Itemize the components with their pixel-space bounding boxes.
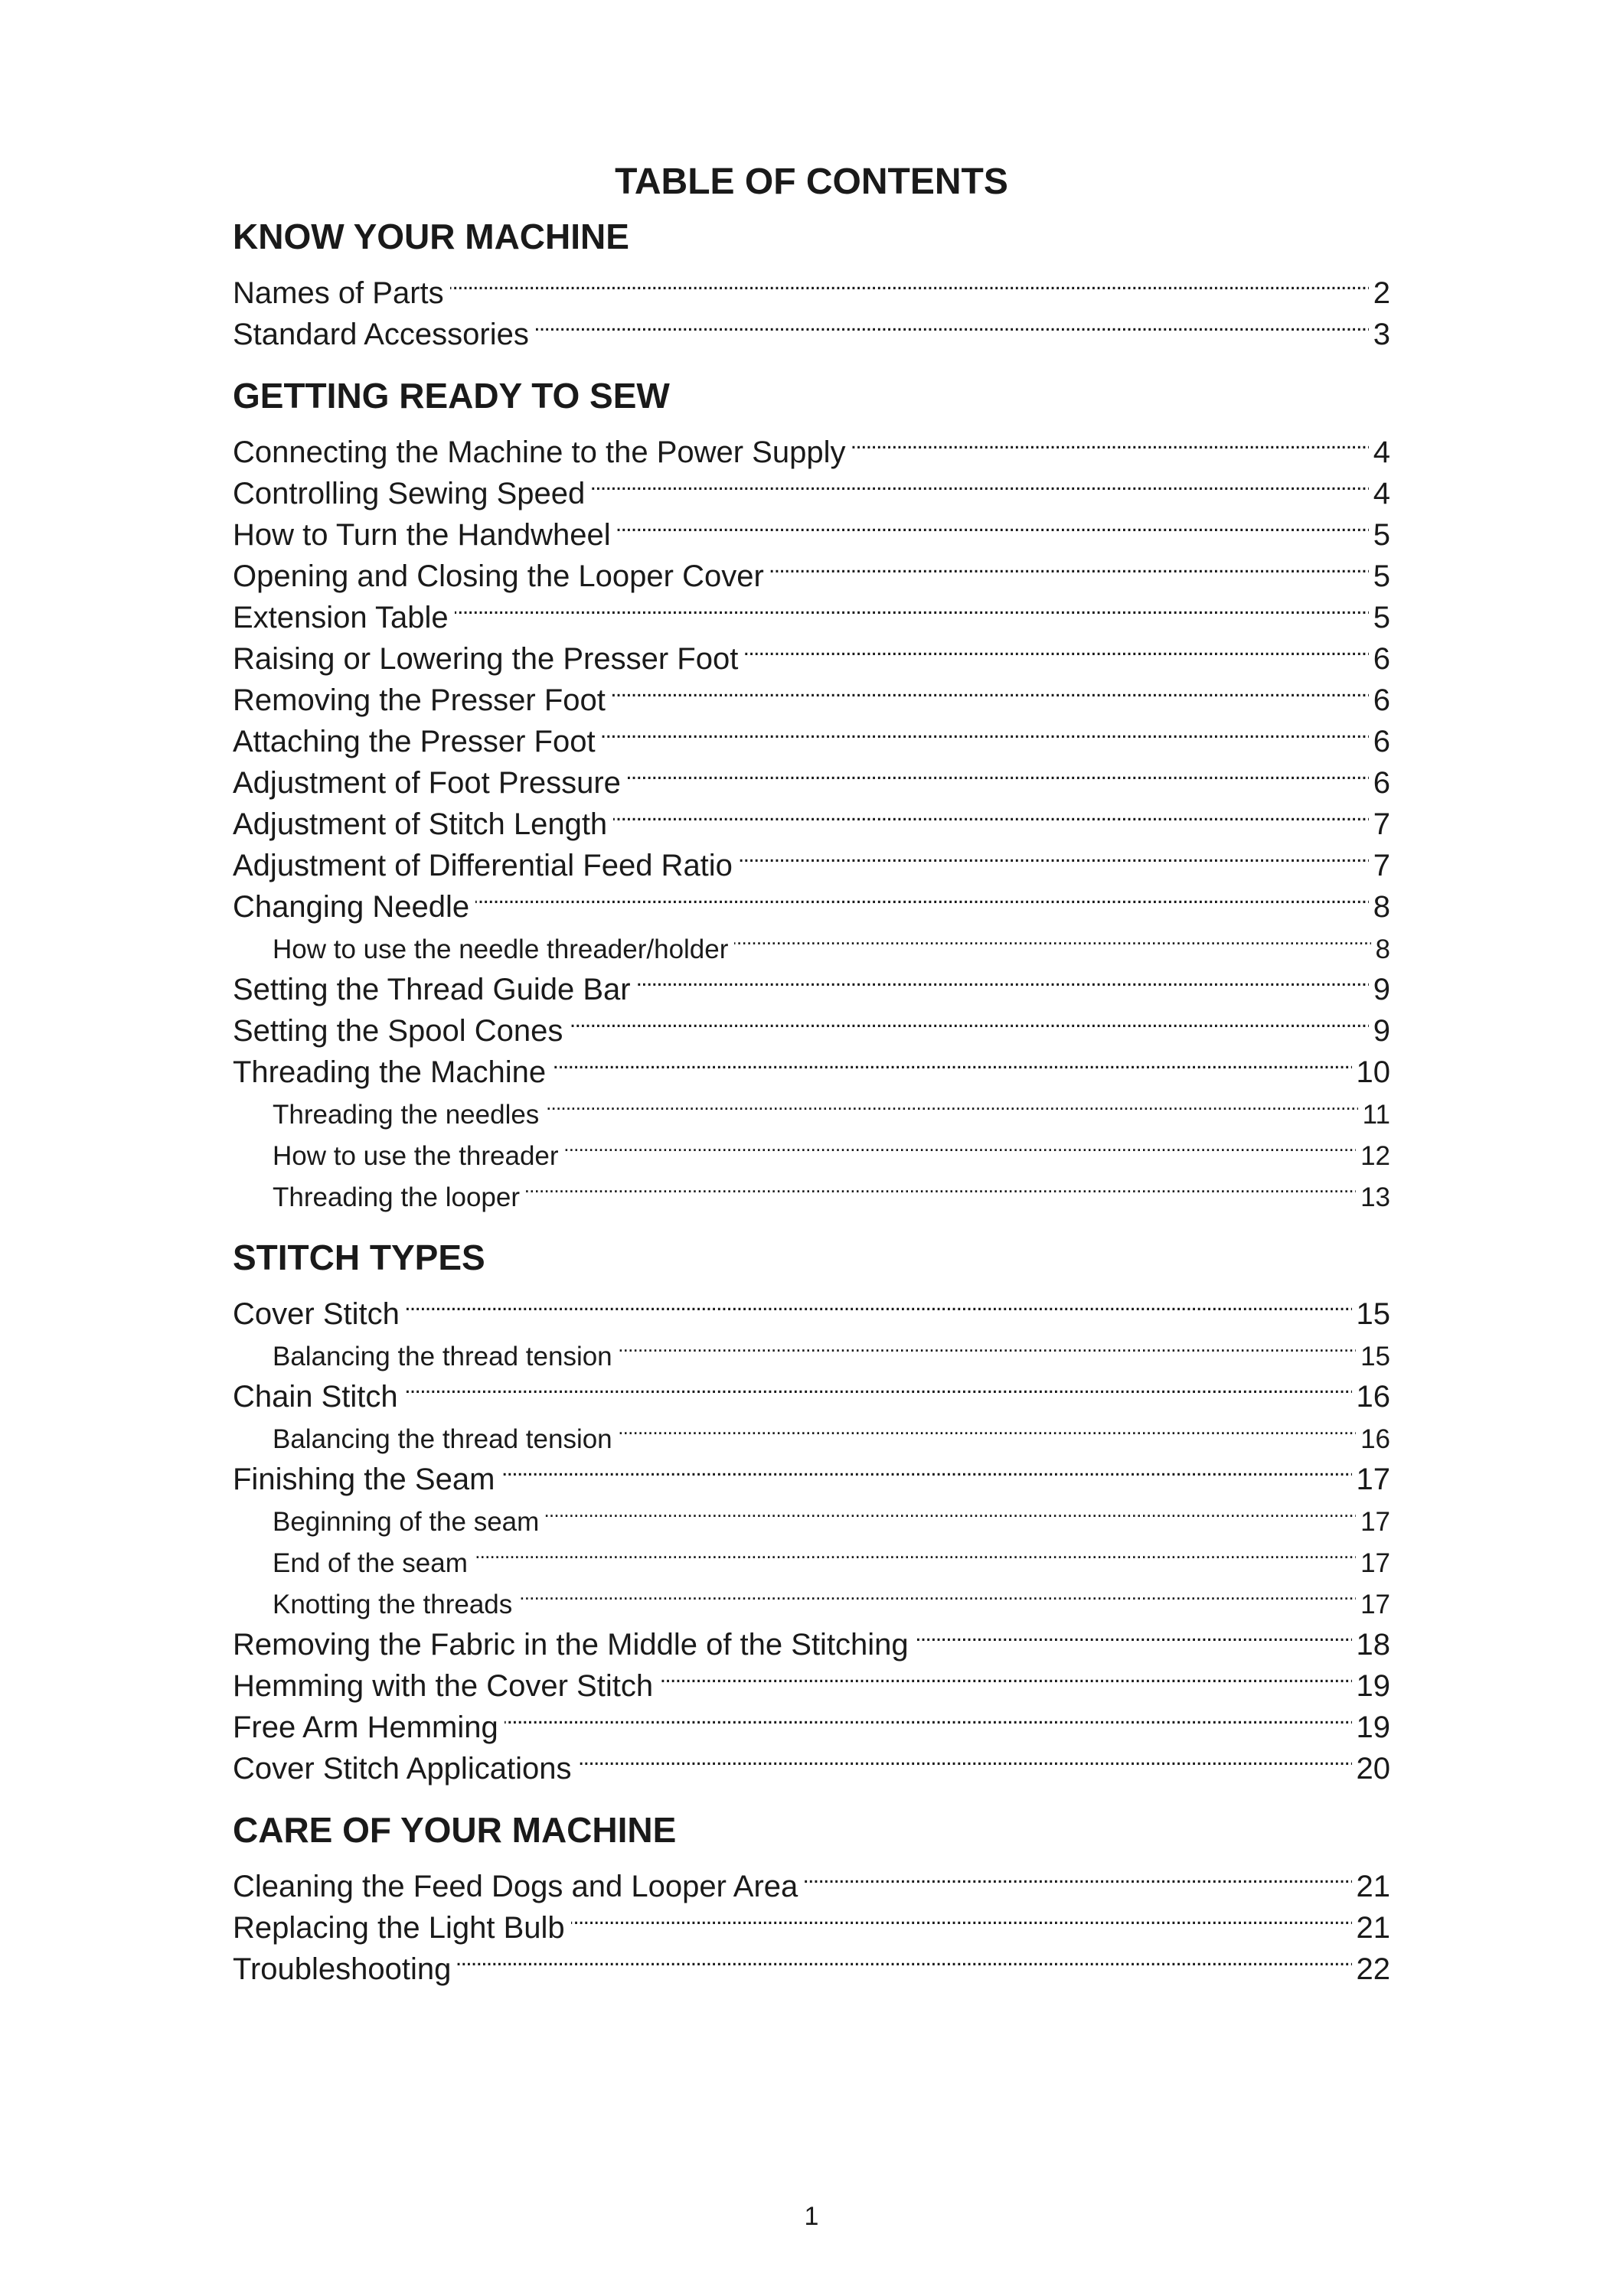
dot-leader bbox=[612, 669, 1369, 710]
entry-page-number: 6 bbox=[1373, 642, 1390, 676]
page-number: 1 bbox=[804, 2202, 819, 2231]
dot-leader bbox=[571, 1896, 1352, 1938]
dot-leader bbox=[505, 1696, 1352, 1737]
dot-leader bbox=[852, 421, 1369, 462]
toc-entry bbox=[233, 1855, 1390, 1903]
dot-leader bbox=[545, 1082, 1357, 1124]
dot-leader bbox=[804, 1855, 1351, 1896]
entry-label: Attaching the Presser Foot bbox=[233, 725, 596, 758]
dot-leader bbox=[474, 1531, 1356, 1572]
dot-leader bbox=[526, 1165, 1356, 1206]
dot-leader bbox=[577, 1737, 1351, 1779]
entry-label: Finishing the Seam bbox=[233, 1463, 495, 1496]
section-heading: CARE OF YOUR MACHINE bbox=[233, 1810, 677, 1850]
toc-subentry bbox=[233, 1407, 1390, 1454]
dot-leader bbox=[602, 710, 1369, 752]
entry-page-number: 11 bbox=[1362, 1100, 1390, 1130]
dot-leader bbox=[552, 1041, 1351, 1082]
entry-label: Cover Stitch bbox=[233, 1297, 400, 1331]
entry-label: Beginning of the seam bbox=[273, 1507, 540, 1537]
entry-page-number: 16 bbox=[1356, 1380, 1390, 1414]
dot-leader bbox=[591, 462, 1368, 504]
entry-page-number: 16 bbox=[1360, 1424, 1390, 1454]
entry-label: Threading the looper bbox=[273, 1182, 520, 1212]
entry-label: Opening and Closing the Looper Cover bbox=[233, 559, 764, 593]
entry-label: Threading the Machine bbox=[233, 1055, 547, 1089]
entry-page-number: 10 bbox=[1356, 1055, 1390, 1089]
entry-page-number: 7 bbox=[1373, 807, 1390, 841]
toc-section bbox=[233, 373, 1390, 1212]
entry-page-number: 6 bbox=[1373, 725, 1390, 758]
entry-label: Balancing the thread tension bbox=[273, 1342, 612, 1371]
entry-page-number: 6 bbox=[1373, 766, 1390, 800]
entry-label: Troubleshooting bbox=[233, 1952, 452, 1986]
entry-label: Changing Needle bbox=[233, 890, 470, 924]
dot-leader bbox=[613, 793, 1369, 834]
entry-page-number: 22 bbox=[1356, 1952, 1390, 1986]
entry-page-number: 21 bbox=[1356, 1870, 1390, 1903]
entry-page-number: 15 bbox=[1360, 1342, 1390, 1371]
entry-page-number: 6 bbox=[1373, 683, 1390, 717]
entry-label: Balancing the thread tension bbox=[273, 1424, 612, 1454]
entry-label: Controlling Sewing Speed bbox=[233, 477, 586, 510]
entry-label: Chain Stitch bbox=[233, 1380, 398, 1414]
dot-leader bbox=[404, 1365, 1352, 1407]
toc-sections bbox=[233, 214, 1390, 1986]
entry-label: Adjustment of Foot Pressure bbox=[233, 766, 621, 800]
dot-leader bbox=[659, 1655, 1351, 1696]
entry-label: Setting the Thread Guide Bar bbox=[233, 973, 631, 1006]
entry-page-number: 7 bbox=[1373, 849, 1390, 882]
entry-label: Cover Stitch Applications bbox=[233, 1752, 572, 1786]
toc-entry bbox=[233, 421, 1390, 469]
dot-leader bbox=[637, 958, 1369, 1000]
toc-entry bbox=[233, 262, 1390, 310]
entry-label: Threading the needles bbox=[273, 1100, 540, 1130]
entry-page-number: 5 bbox=[1373, 601, 1390, 634]
entry-label: Knotting the threads bbox=[273, 1590, 513, 1619]
document-title: TABLE OF CONTENTS bbox=[615, 161, 1008, 202]
entry-page-number: 17 bbox=[1360, 1590, 1390, 1619]
dot-leader bbox=[619, 1407, 1356, 1448]
entry-page-number: 21 bbox=[1356, 1911, 1390, 1945]
entry-label: Connecting the Machine to the Power Supply bbox=[233, 435, 846, 469]
dot-leader bbox=[535, 303, 1369, 344]
entry-page-number: 4 bbox=[1373, 435, 1390, 469]
entry-page-number: 8 bbox=[1373, 890, 1390, 924]
entry-label: Names of Parts bbox=[233, 276, 444, 310]
entry-page-number: 17 bbox=[1356, 1463, 1390, 1496]
entry-page-number: 15 bbox=[1356, 1297, 1390, 1331]
entry-page-number: 17 bbox=[1360, 1548, 1390, 1578]
entry-page-number: 19 bbox=[1356, 1711, 1390, 1744]
entry-page-number: 18 bbox=[1356, 1628, 1390, 1662]
dot-leader bbox=[569, 1000, 1368, 1041]
entry-label: How to use the threader bbox=[273, 1141, 559, 1171]
dot-leader bbox=[619, 1324, 1356, 1365]
entry-label: Removing the Presser Foot bbox=[233, 683, 606, 717]
toc-section bbox=[233, 1808, 1390, 1986]
entry-page-number: 20 bbox=[1356, 1752, 1390, 1786]
dot-leader bbox=[739, 834, 1369, 876]
entry-label: Removing the Fabric in the Middle of the Stitching bbox=[233, 1628, 909, 1662]
entry-label: How to Turn the Handwheel bbox=[233, 518, 611, 552]
dot-leader bbox=[734, 917, 1370, 958]
dot-leader bbox=[915, 1613, 1352, 1655]
dot-leader bbox=[455, 586, 1369, 628]
toc-entry bbox=[233, 1365, 1390, 1414]
dot-leader bbox=[545, 1489, 1356, 1531]
entry-label: How to use the needle threader/holder bbox=[273, 934, 729, 964]
dot-leader bbox=[518, 1572, 1356, 1613]
section-heading: STITCH TYPES bbox=[233, 1238, 485, 1277]
entry-page-number: 4 bbox=[1373, 477, 1390, 510]
entry-page-number: 8 bbox=[1375, 934, 1390, 964]
entry-label: Standard Accessories bbox=[233, 318, 529, 351]
entry-label: End of the seam bbox=[273, 1548, 468, 1578]
entry-label: Hemming with the Cover Stitch bbox=[233, 1669, 654, 1703]
entry-label: Adjustment of Differential Feed Ratio bbox=[233, 849, 733, 882]
toc-section bbox=[233, 1235, 1390, 1786]
dot-leader bbox=[406, 1283, 1352, 1324]
dot-leader bbox=[565, 1124, 1357, 1165]
entry-page-number: 3 bbox=[1373, 318, 1390, 351]
dot-leader bbox=[627, 752, 1369, 793]
dot-leader bbox=[450, 262, 1369, 303]
entry-page-number: 12 bbox=[1360, 1141, 1390, 1171]
entry-page-number: 2 bbox=[1373, 276, 1390, 310]
toc-entry bbox=[233, 1283, 1390, 1331]
table-of-contents bbox=[233, 150, 1390, 1986]
entry-label: Free Arm Hemming bbox=[233, 1711, 498, 1744]
dot-leader bbox=[770, 545, 1369, 586]
entry-page-number: 19 bbox=[1356, 1669, 1390, 1703]
entry-page-number: 5 bbox=[1373, 518, 1390, 552]
section-heading: GETTING READY TO SEW bbox=[233, 376, 670, 416]
entry-page-number: 9 bbox=[1373, 1014, 1390, 1048]
entry-page-number: 13 bbox=[1360, 1182, 1390, 1212]
dot-leader bbox=[457, 1938, 1351, 1979]
section-heading: KNOW YOUR MACHINE bbox=[233, 217, 629, 256]
entry-label: Raising or Lowering the Presser Foot bbox=[233, 642, 739, 676]
entry-page-number: 9 bbox=[1373, 973, 1390, 1006]
dot-leader bbox=[475, 876, 1369, 917]
entry-label: Extension Table bbox=[233, 601, 449, 634]
entry-page-number: 17 bbox=[1360, 1507, 1390, 1537]
entry-page-number: 5 bbox=[1373, 559, 1390, 593]
entry-label: Setting the Spool Cones bbox=[233, 1014, 563, 1048]
entry-label: Adjustment of Stitch Length bbox=[233, 807, 608, 841]
dot-leader bbox=[501, 1448, 1351, 1489]
entry-label: Cleaning the Feed Dogs and Looper Area bbox=[233, 1870, 798, 1903]
toc-section bbox=[233, 214, 1390, 351]
toc-subentry bbox=[233, 1324, 1390, 1371]
dot-leader bbox=[617, 504, 1369, 545]
entry-label: Replacing the Light Bulb bbox=[233, 1911, 565, 1945]
dot-leader bbox=[744, 628, 1368, 669]
